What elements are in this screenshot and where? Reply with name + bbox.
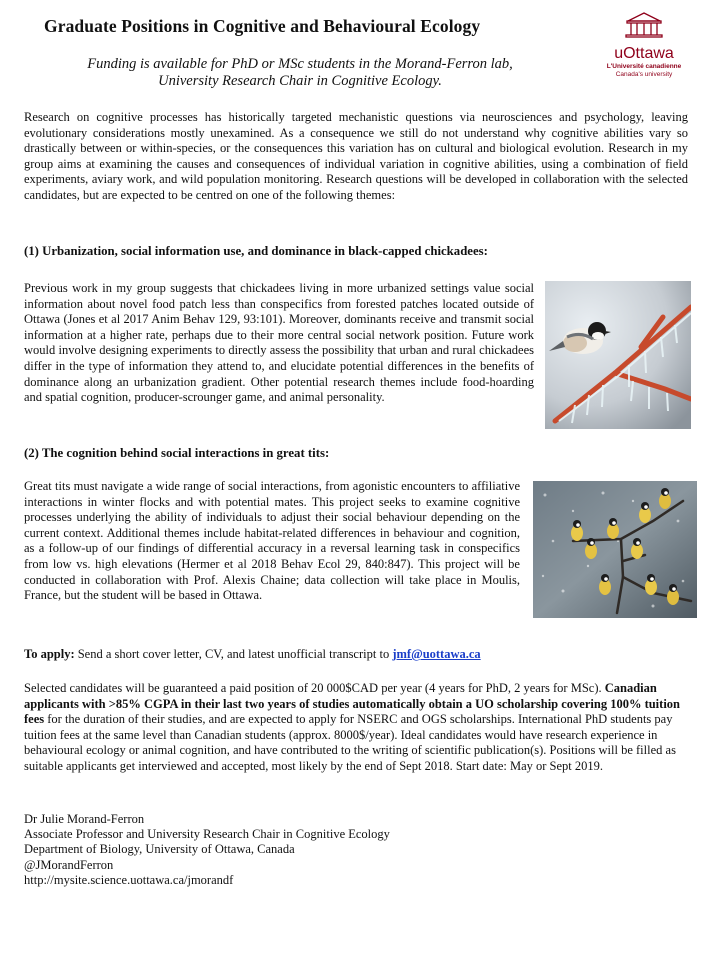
funding-text-2: for the duration of their studies, and are expected to apply for NSERC and OGS scholarships. International PhD students pay tuition fees at the same level than Canadian students (approx. 8000$/year). Ideal candidates would have research experience in behavioural ecology or animal cognition, and have contributed to the writing of scientific publication(s). Positions will be filled as suitable applicants get interviewed and accepted, most likely by the end of Sept 2018. Start date: May or Sept 2019. bbox=[24, 712, 676, 773]
theme2-heading: (2) The cognition behind social interactions in great tits: bbox=[24, 446, 330, 460]
intro-paragraph: Research on cognitive processes has historically targeted mechanistic questions via neurosciences and psychology, leaving evolutionary considerations mostly unexamined. As a consequence we still do not understand why cognitive abilities vary so drastically between or within-species, or the consequences this variation has on cultural and biological evolution. Research in my group aims at examining the causes and consequences of individual variation in cognitive abilities, using a combination of field experiments, aviary work, and wild population monitoring. Research questions will be developed in collaboration with the selected candidates, but are expected to be centred on one of the following themes: bbox=[24, 110, 688, 202]
signature-handle[interactable]: @JMorandFerron bbox=[24, 857, 114, 872]
signature-website[interactable]: http://mysite.science.uottawa.ca/jmorandf bbox=[24, 872, 234, 887]
apply-text: Send a short cover letter, CV, and latest unofficial transcript to bbox=[74, 647, 393, 661]
apply-line bbox=[24, 647, 704, 663]
signature-block bbox=[24, 812, 390, 888]
logo-tagline bbox=[594, 63, 694, 79]
theme1-heading: (1) Urbanization, social information use, and dominance in black-capped chickadees: bbox=[24, 244, 488, 258]
logo-wordmark: uOttawa bbox=[614, 45, 674, 62]
chickadee-photo bbox=[545, 281, 691, 429]
uottawa-logo bbox=[594, 10, 694, 79]
logo-tagline-fr: L'Université canadienne bbox=[606, 63, 682, 70]
signature-department: Department of Biology, University of Ottawa, Canada bbox=[24, 842, 295, 857]
signature-position: Associate Professor and University Research Chair in Cognitive Ecology bbox=[24, 827, 390, 842]
subtitle-line-1: Funding is available for PhD or MSc students in the Morand-Ferron lab, bbox=[87, 56, 513, 72]
funding-highlight: Canadian applicants with >85% CGPA in their last two years of studies automatically obtain a UO scholarship covering 100% tuition fees bbox=[24, 681, 680, 727]
document-subtitle bbox=[20, 56, 580, 90]
signature-name: Dr Julie Morand-Ferron bbox=[24, 812, 145, 826]
great-tits-photo bbox=[533, 481, 697, 618]
logo-tagline-en: Canada's university bbox=[615, 71, 673, 78]
building-icon bbox=[622, 10, 666, 40]
subtitle-line-2: University Research Chair in Cognitive Ecology. bbox=[158, 73, 442, 89]
apply-email-link[interactable]: jmf@uottawa.ca bbox=[392, 647, 481, 661]
funding-text-1: Selected candidates will be guaranteed a paid position of 20 000$CAD per year (4 years for PhD, 2 years for MSc). bbox=[24, 681, 605, 695]
theme2-paragraph: Great tits must navigate a wide range of social interactions, from agonistic encounters to affiliative interactions in winter flocks and with potential mates. This project seeks to examine cognitive processes underlying the ability of individuals to adjust their social behaviour depending on the current context. Additional themes include habitat-related differences in behaviour and cognition, as a follow-up of our findings of differential accuracy in a reversal learning task in conspecifics from low vs. high elevations (Hermer et al 2018 Behav Ecol 29, 840:847). This project will be conducted in collaboration with Prof. Alexis Chaine; data collection will take place in Moulis, France, but the student will be based in Ottawa. bbox=[24, 479, 520, 603]
document-title: Graduate Positions in Cognitive and Behavioural Ecology bbox=[44, 16, 481, 36]
apply-label: To apply: bbox=[24, 647, 75, 661]
theme1-paragraph: Previous work in my group suggests that chickadees living in more urbanized settings value social information about novel food patch less than conspecifics from forested patches located outside of Ottawa (Jones et al 2017 Anim Behav 129, 93:101). Moreover, dominants receive and transmit social information at a higher rate, perhaps due to their more central social network position. Future work would involve designing experiments to directly assess the possibility that urban and rural chickadees differ in the type of information they attend to, and elucidate potential differences in the benefits of dominance along an urbanization gradient. Other potential research themes include food-hoarding and spatial cognition, producer-scrounger game, and animal personality. bbox=[24, 281, 534, 405]
funding-paragraph bbox=[24, 681, 694, 775]
